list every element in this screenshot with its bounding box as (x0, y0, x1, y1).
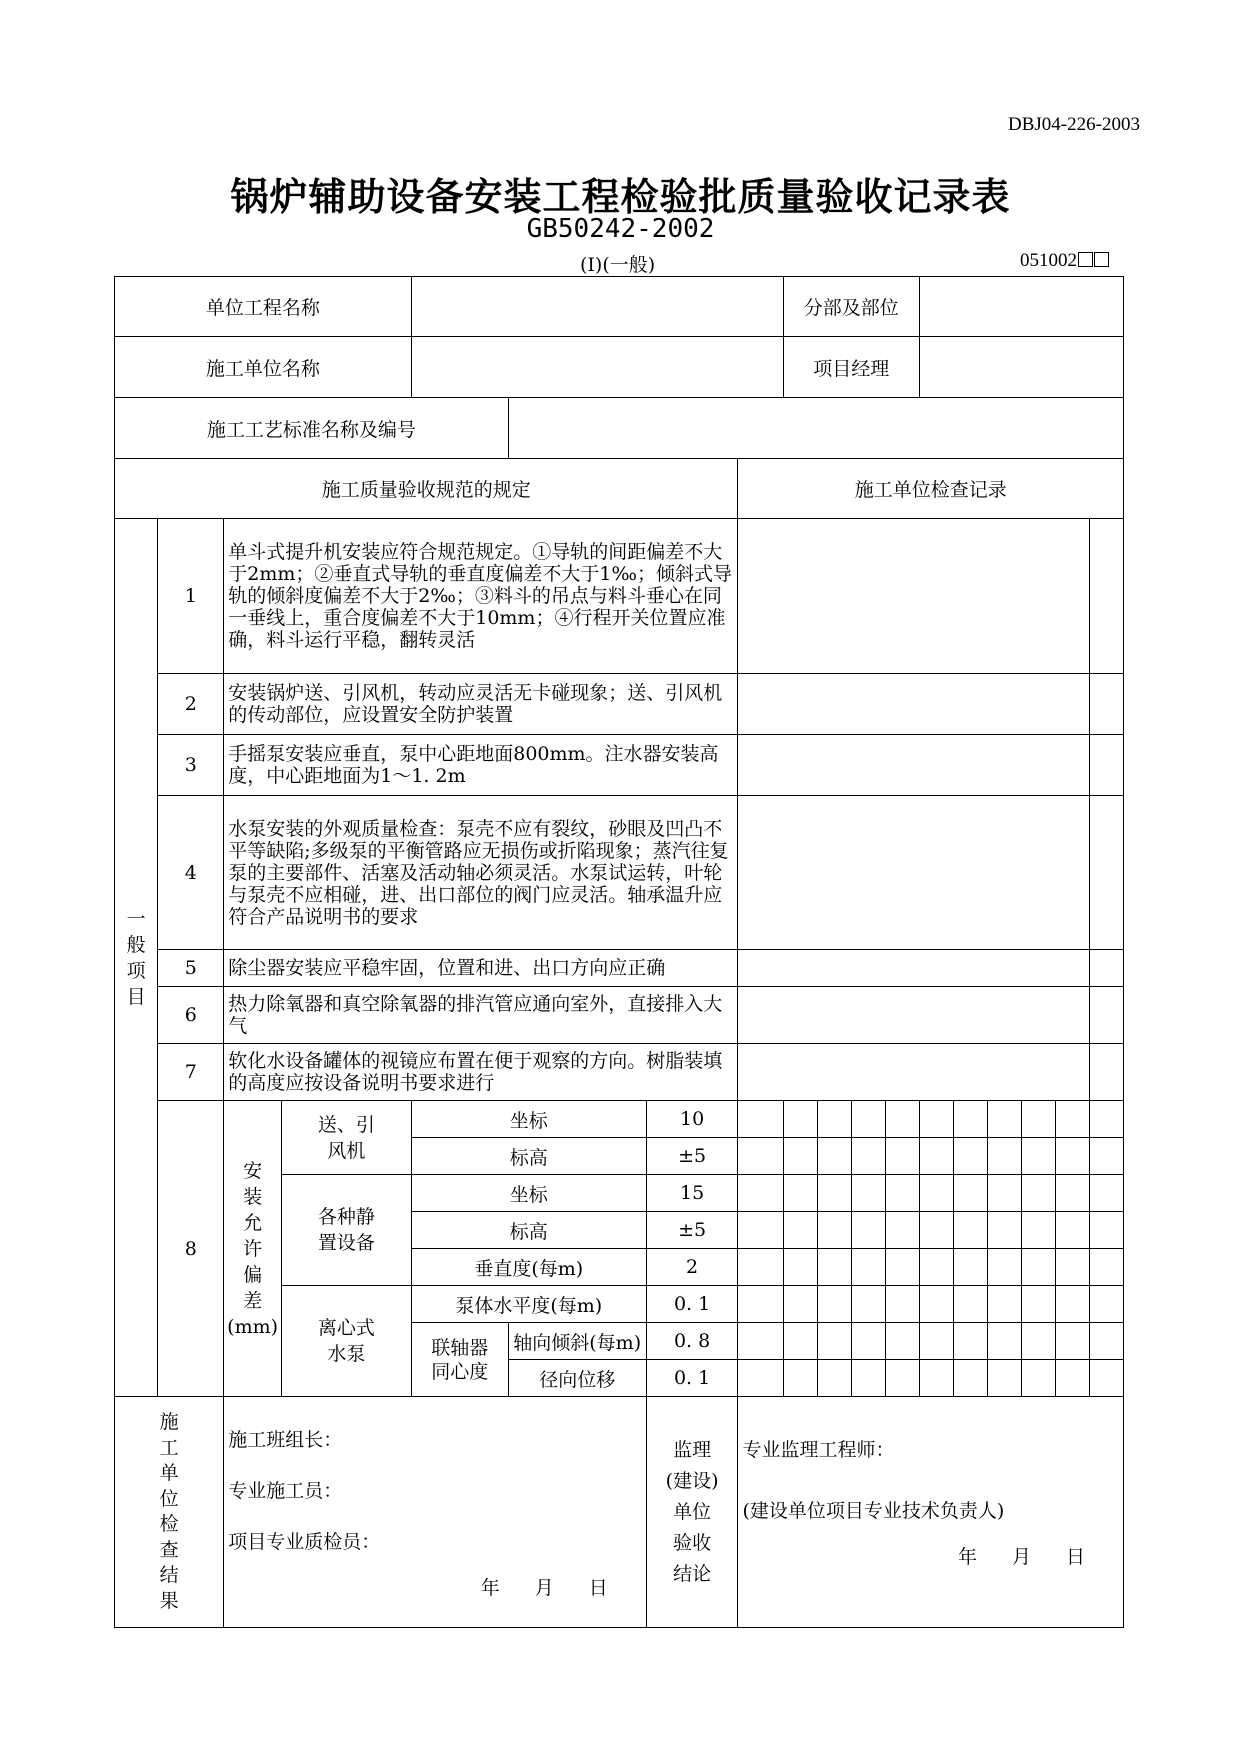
info-row-unit (115, 277, 1124, 337)
measure-cell[interactable] (1089, 1138, 1123, 1175)
inspector-signature: 项目专业质检员： (228, 1531, 381, 1553)
table-row (115, 735, 1124, 796)
form-subtitle: (Ⅰ)(一般) (580, 254, 656, 276)
general-items-label (115, 519, 158, 1397)
measure-cell[interactable] (1055, 1323, 1089, 1360)
measure-cell[interactable] (817, 1175, 851, 1212)
item-number: 1 (158, 519, 224, 674)
measure-cell[interactable] (1021, 1101, 1055, 1138)
measure-cell[interactable] (953, 1138, 987, 1175)
measure-cell[interactable] (738, 1360, 783, 1397)
table-row (115, 519, 1124, 674)
measure-cell[interactable] (817, 1286, 851, 1323)
measure-cell[interactable] (885, 1101, 919, 1138)
tolerance-value: 2 (646, 1249, 738, 1286)
measure-cell[interactable] (783, 1249, 817, 1286)
measure-cell[interactable] (987, 1212, 1021, 1249)
measure-cell[interactable] (919, 1175, 953, 1212)
check-result-cell[interactable] (1089, 674, 1123, 735)
supervision-signatures[interactable] (738, 1397, 1124, 1628)
measure-cell[interactable] (851, 1101, 885, 1138)
engineer-signature: 专业监理工程师： (742, 1439, 895, 1461)
measure-cell[interactable] (919, 1101, 953, 1138)
document-code: DBJ04-226-2003 (1008, 114, 1140, 135)
measure-cell[interactable] (817, 1212, 851, 1249)
item-description: 热力除氧器和真空除氧器的排汽管应通向室外，直接排入大气 (224, 987, 738, 1044)
measure-cell[interactable] (953, 1101, 987, 1138)
form-title: 锅炉辅助设备安装工程检验批质量验收记录表 (230, 174, 1011, 219)
tolerance-row (115, 1101, 1124, 1138)
measure-cell[interactable] (1055, 1101, 1089, 1138)
date-right: 年 月 日 (957, 1546, 1093, 1568)
measure-cell[interactable] (953, 1286, 987, 1323)
measure-cell[interactable] (987, 1101, 1021, 1138)
measure-cell[interactable] (885, 1175, 919, 1212)
supervision-label (646, 1397, 738, 1628)
check-result-cell[interactable] (1089, 735, 1123, 796)
process-standard-label: 施工工艺标准名称及编号 (115, 398, 509, 459)
measure-cell[interactable] (1089, 1175, 1123, 1212)
measure-cell[interactable] (1021, 1212, 1055, 1249)
item-number: 6 (158, 987, 224, 1044)
tolerance-item: 标高 (411, 1138, 646, 1175)
tolerance-item: 坐标 (411, 1175, 646, 1212)
static-group-label-text: 各种静 置设备 (317, 1206, 375, 1254)
measure-cell[interactable] (1089, 1286, 1123, 1323)
tolerance-value: ±5 (646, 1138, 738, 1175)
record-column-header: 施工单位检查记录 (738, 459, 1124, 519)
inspection-form-table (114, 276, 1124, 1628)
check-result-cell[interactable] (1089, 519, 1123, 674)
measure-cell[interactable] (953, 1175, 987, 1212)
table-row (115, 796, 1124, 950)
item-number: 3 (158, 735, 224, 796)
measure-cell[interactable] (738, 1101, 783, 1138)
measure-cell[interactable] (851, 1360, 885, 1397)
division-label: 分部及部位 (783, 277, 919, 337)
measure-cell[interactable] (1089, 1249, 1123, 1286)
measure-cell[interactable] (885, 1360, 919, 1397)
measure-cell[interactable] (919, 1286, 953, 1323)
measure-cell[interactable] (817, 1360, 851, 1397)
pump-group-label-text: 离心式 水泵 (317, 1317, 375, 1365)
form-code (1020, 250, 1109, 272)
tolerance-value: 10 (646, 1101, 738, 1138)
checkbox-square (1078, 252, 1093, 267)
table-row (115, 1044, 1124, 1101)
measure-cell[interactable] (738, 1175, 783, 1212)
tolerance-item: 泵体水平度(每m) (411, 1286, 646, 1323)
measure-cell[interactable] (817, 1101, 851, 1138)
measure-cell[interactable] (1055, 1175, 1089, 1212)
tolerance-value: 0. 8 (646, 1323, 738, 1360)
check-result-cell[interactable] (1089, 796, 1123, 950)
measure-cell[interactable] (919, 1212, 953, 1249)
item-description: 单斗式提升机安装应符合规范规定。①导轨的间距偏差不大于2mm；②垂直式导轨的垂直度偏差不大于1‰；倾斜式导轨的倾斜度偏差不大于2‰；③料斗的吊点与料斗垂心在同一垂线上，重合度偏差不大于10mm；④行程开关位置应准确，料斗运行平稳，翻转灵活 (224, 519, 738, 674)
item-description: 除尘器安装应平稳牢固，位置和进、出口方向应正确 (224, 950, 738, 987)
contractor-field[interactable] (411, 337, 783, 398)
tolerance-item: 坐标 (411, 1101, 646, 1138)
measure-cell[interactable] (738, 1323, 783, 1360)
standard-code: GB50242-2002 (526, 214, 715, 244)
check-record-cell[interactable] (738, 674, 1089, 735)
contractor-signatures[interactable] (224, 1397, 647, 1628)
check-record-cell[interactable] (738, 987, 1089, 1044)
owner-representative: (建设单位项目专业技术负责人) (742, 1500, 1005, 1522)
item-description: 安装锅炉送、引风机，转动应灵活无卡碰现象；送、引风机的传动部位，应设置安全防护装置 (224, 674, 738, 735)
supervision-label-text: 监理 (建设) 单位 验收 结论 (665, 1438, 719, 1585)
check-result-cell[interactable] (1089, 1044, 1123, 1101)
measure-cell[interactable] (919, 1249, 953, 1286)
item-description: 水泵安装的外观质量检查：泵壳不应有裂纹，砂眼及凹凸不平等缺陷;多级泵的平衡管路应无损伤或折陷现象；蒸汽往复泵的主要部件、活塞及活动轴必须灵活。水泵试运转，叶轮与泵壳不应相碰，进、出口部位的阀门应灵活。轴承温升应符合产品说明书的要求 (224, 796, 738, 950)
measure-cell[interactable] (817, 1323, 851, 1360)
measure-cell[interactable] (851, 1212, 885, 1249)
measure-cell[interactable] (1055, 1360, 1089, 1397)
measure-cell[interactable] (1021, 1138, 1055, 1175)
column-header-row (115, 459, 1124, 519)
item-number: 4 (158, 796, 224, 950)
measure-cell[interactable] (851, 1323, 885, 1360)
team-leader-signature: 施工班组长： (228, 1429, 343, 1451)
signature-row (115, 1397, 1124, 1628)
item-number: 5 (158, 950, 224, 987)
measure-cell[interactable] (987, 1138, 1021, 1175)
date-left: 年 月 日 (480, 1577, 616, 1599)
tolerance-value: ±5 (646, 1212, 738, 1249)
tolerance-item: 径向位移 (508, 1360, 646, 1397)
measure-cell[interactable] (783, 1212, 817, 1249)
measure-cell[interactable] (919, 1360, 953, 1397)
item-number: 2 (158, 674, 224, 735)
unit-project-field[interactable] (411, 277, 783, 337)
measure-cell[interactable] (953, 1360, 987, 1397)
check-result-cell[interactable] (1089, 950, 1123, 987)
tolerance-label-text: 安 装 允 许 偏 差 (mm) (227, 1159, 279, 1338)
measure-cell[interactable] (851, 1138, 885, 1175)
tolerance-value: 15 (646, 1175, 738, 1212)
tolerance-item: 轴向倾斜(每m) (508, 1323, 646, 1360)
process-standard-field[interactable] (508, 398, 1123, 459)
item-number: 8 (158, 1101, 224, 1397)
measure-cell[interactable] (1055, 1138, 1089, 1175)
manager-field[interactable] (919, 337, 1123, 398)
spec-column-header: 施工质量验收规范的规定 (115, 459, 738, 519)
contractor-label: 施工单位名称 (115, 337, 412, 398)
measure-cell[interactable] (738, 1212, 783, 1249)
contractor-result-label-text: 施 工 单 位 检 查 结 果 (159, 1411, 179, 1612)
item-number: 7 (158, 1044, 224, 1101)
table-row (115, 987, 1124, 1044)
measure-cell[interactable] (1055, 1249, 1089, 1286)
measure-cell[interactable] (1089, 1212, 1123, 1249)
manager-label: 项目经理 (783, 337, 919, 398)
measure-cell[interactable] (783, 1323, 817, 1360)
measure-cell[interactable] (1089, 1323, 1123, 1360)
measure-cell[interactable] (783, 1101, 817, 1138)
fan-group-label-text: 送、引 风机 (317, 1113, 375, 1162)
measure-cell[interactable] (1055, 1286, 1089, 1323)
measure-cell[interactable] (738, 1249, 783, 1286)
general-items-label-text: 一 般 项 目 (126, 907, 146, 1008)
check-record-cell[interactable] (738, 796, 1089, 950)
tolerance-value: 0. 1 (646, 1286, 738, 1323)
measure-cell[interactable] (885, 1138, 919, 1175)
coupling-group-label-text: 联轴器 同心度 (431, 1336, 489, 1383)
measure-cell[interactable] (817, 1249, 851, 1286)
item-description: 软化水设备罐体的视镜应布置在便于观察的方向。树脂装填的高度应按设备说明书要求进行 (224, 1044, 738, 1101)
check-result-cell[interactable] (1089, 987, 1123, 1044)
measure-cell[interactable] (1089, 1360, 1123, 1397)
unit-project-label: 单位工程名称 (115, 277, 412, 337)
form-code-text: 051002 (1020, 250, 1077, 271)
measure-cell[interactable] (953, 1323, 987, 1360)
contractor-result-label (115, 1397, 224, 1628)
measure-cell[interactable] (987, 1360, 1021, 1397)
check-record-cell[interactable] (738, 519, 1089, 674)
measure-cell[interactable] (885, 1249, 919, 1286)
measure-cell[interactable] (783, 1360, 817, 1397)
table-row (115, 674, 1124, 735)
measure-cell[interactable] (953, 1212, 987, 1249)
measure-cell[interactable] (783, 1175, 817, 1212)
division-field[interactable] (919, 277, 1123, 337)
checkbox-square (1094, 252, 1109, 267)
check-record-cell[interactable] (738, 735, 1089, 796)
measure-cell[interactable] (738, 1138, 783, 1175)
measure-cell[interactable] (783, 1286, 817, 1323)
measure-cell[interactable] (1021, 1175, 1055, 1212)
measure-cell[interactable] (738, 1286, 783, 1323)
tolerance-label (224, 1101, 282, 1397)
item-description: 手摇泵安装应垂直，泵中心距地面800mm。注水器安装高度，中心距地面为1～1. 2m (224, 735, 738, 796)
measure-cell[interactable] (851, 1175, 885, 1212)
fan-group-label (281, 1101, 411, 1175)
measure-cell[interactable] (919, 1323, 953, 1360)
measure-cell[interactable] (885, 1323, 919, 1360)
measure-cell[interactable] (885, 1212, 919, 1249)
measure-cell[interactable] (1021, 1360, 1055, 1397)
measure-cell[interactable] (885, 1286, 919, 1323)
measure-cell[interactable] (817, 1138, 851, 1175)
worker-signature: 专业施工员： (228, 1480, 343, 1502)
tolerance-item: 垂直度(每m) (411, 1249, 646, 1286)
tolerance-item: 标高 (411, 1212, 646, 1249)
measure-cell[interactable] (851, 1249, 885, 1286)
measure-cell[interactable] (1089, 1101, 1123, 1138)
measure-cell[interactable] (987, 1175, 1021, 1212)
measure-cell[interactable] (1021, 1249, 1055, 1286)
check-record-cell[interactable] (738, 950, 1089, 987)
measure-cell[interactable] (987, 1286, 1021, 1323)
measure-cell[interactable] (919, 1138, 953, 1175)
info-row-process-standard (115, 398, 1124, 459)
check-record-cell[interactable] (738, 1044, 1089, 1101)
tolerance-value: 0. 1 (646, 1360, 738, 1397)
table-row (115, 950, 1124, 987)
static-group-label (281, 1175, 411, 1286)
measure-cell[interactable] (783, 1138, 817, 1175)
measure-cell[interactable] (1055, 1212, 1089, 1249)
measure-cell[interactable] (1021, 1323, 1055, 1360)
measure-cell[interactable] (851, 1286, 885, 1323)
measure-cell[interactable] (1021, 1286, 1055, 1323)
measure-cell[interactable] (987, 1323, 1021, 1360)
info-row-contractor (115, 337, 1124, 398)
measure-cell[interactable] (953, 1249, 987, 1286)
measure-cell[interactable] (987, 1249, 1021, 1286)
coupling-group-label (411, 1323, 508, 1397)
pump-group-label (281, 1286, 411, 1397)
